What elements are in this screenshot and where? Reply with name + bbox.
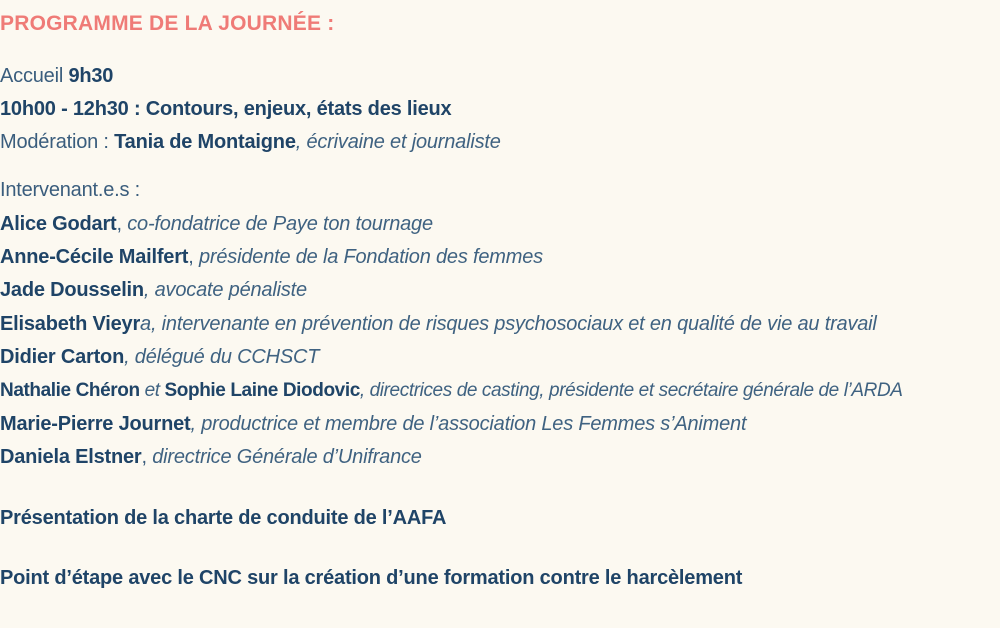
speaker-role: , directrices de casting, présidente et secrétaire générale de l’ARDA (359, 380, 903, 401)
speaker-name: Jade Dousselin (0, 279, 144, 301)
moderator-name: Tania de Montaigne (114, 131, 296, 153)
speaker-name: Nathalie Chéron (0, 380, 140, 401)
welcome-time: 9h30 (68, 65, 114, 87)
welcome-line (0, 64, 113, 88)
speaker-separator: , (141, 446, 153, 468)
speaker-separator: , (188, 246, 199, 268)
session-title: 10h00 - 12h30 : Contours, enjeux, états des lieux (0, 98, 452, 120)
speaker-line (0, 379, 903, 403)
speaker-role: présidente de la Fondation des femmes (199, 246, 543, 268)
speaker-line (0, 312, 877, 336)
speaker-role: , productrice et membre de l’association Les Femmes s’Animent (190, 413, 747, 435)
speaker-name: Didier Carton (0, 346, 125, 368)
speaker-name: Anne-Cécile Mailfert (0, 246, 189, 268)
speakers-label: Intervenant.e.s : (0, 179, 141, 201)
welcome-label: Accueil (0, 65, 69, 87)
speaker-role: , avocate pénaliste (143, 279, 307, 301)
speaker-name: Marie-Pierre Journet (0, 413, 191, 435)
speaker-separator: , (116, 213, 128, 235)
speaker-name-second: Sophie Laine Diodovic (164, 380, 360, 401)
speaker-line (0, 445, 422, 469)
speaker-line (0, 278, 307, 302)
speaker-role: co-fondatrice de Paye ton tournage (127, 213, 433, 235)
speaker-line (0, 412, 746, 436)
speaker-connector: et (139, 380, 165, 401)
charter-presentation: Présentation de la charte de conduite de l’AAFA (0, 507, 447, 529)
speaker-line (0, 345, 319, 369)
speaker-role: directrice Générale d’Unifrance (152, 446, 422, 468)
moderator-role: , écrivaine et journaliste (295, 131, 501, 153)
speaker-name: Elisabeth Vieyr (0, 313, 141, 335)
programme-heading: PROGRAMME DE LA JOURNÉE : (0, 12, 335, 35)
speaker-name: Daniela Elstner (0, 446, 142, 468)
cnc-checkpoint: Point d’étape avec le CNC sur la création d’une formation contre le harcèlement (0, 567, 743, 589)
speaker-role: , délégué du CCHSCT (124, 346, 320, 368)
moderation-label: Modération : (0, 131, 115, 153)
speaker-line (0, 212, 433, 236)
speaker-line (0, 245, 543, 269)
speaker-role: a, intervenante en prévention de risques psychosociaux et en qualité de vie au travail (140, 313, 877, 335)
moderation-line (0, 130, 501, 154)
speaker-name: Alice Godart (0, 213, 117, 235)
